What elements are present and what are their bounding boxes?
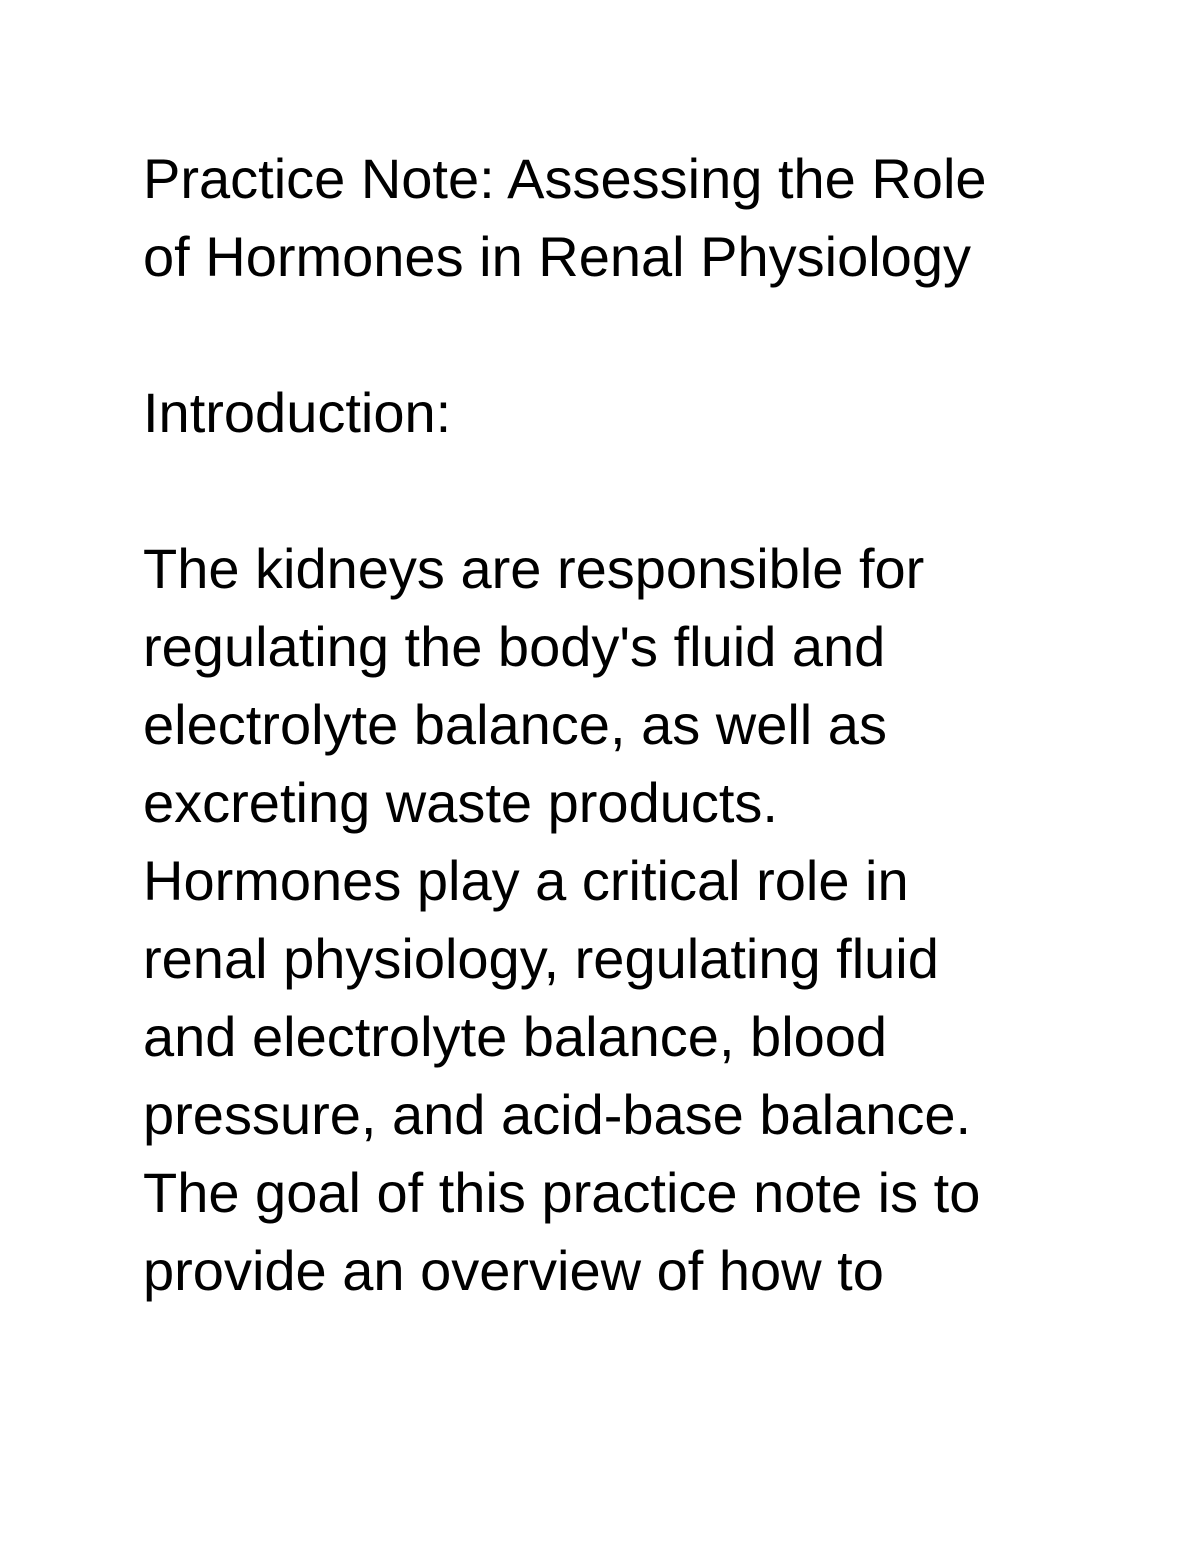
body-line: Hormones play a critical role in bbox=[143, 849, 909, 912]
title-line: Practice Note: Assessing the Role bbox=[143, 147, 987, 210]
document-page bbox=[143, 140, 1123, 1310]
body-line: The goal of this practice note is to bbox=[143, 1161, 981, 1224]
body-line: regulating the body's fluid and bbox=[143, 615, 886, 678]
document-title bbox=[143, 140, 1123, 296]
body-line: excreting waste products. bbox=[143, 771, 778, 834]
body-line: The kidneys are responsible for bbox=[143, 537, 925, 600]
section-heading: Introduction: bbox=[143, 381, 452, 444]
body-line: pressure, and acid-base balance. bbox=[143, 1083, 972, 1146]
body-line: electrolyte balance, as well as bbox=[143, 693, 887, 756]
body-paragraph bbox=[143, 530, 1123, 1310]
body-line: provide an overview of how to bbox=[143, 1239, 884, 1302]
body-line: and electrolyte balance, blood bbox=[143, 1005, 888, 1068]
title-line: of Hormones in Renal Physiology bbox=[143, 225, 971, 288]
body-line: renal physiology, regulating fluid bbox=[143, 927, 939, 990]
